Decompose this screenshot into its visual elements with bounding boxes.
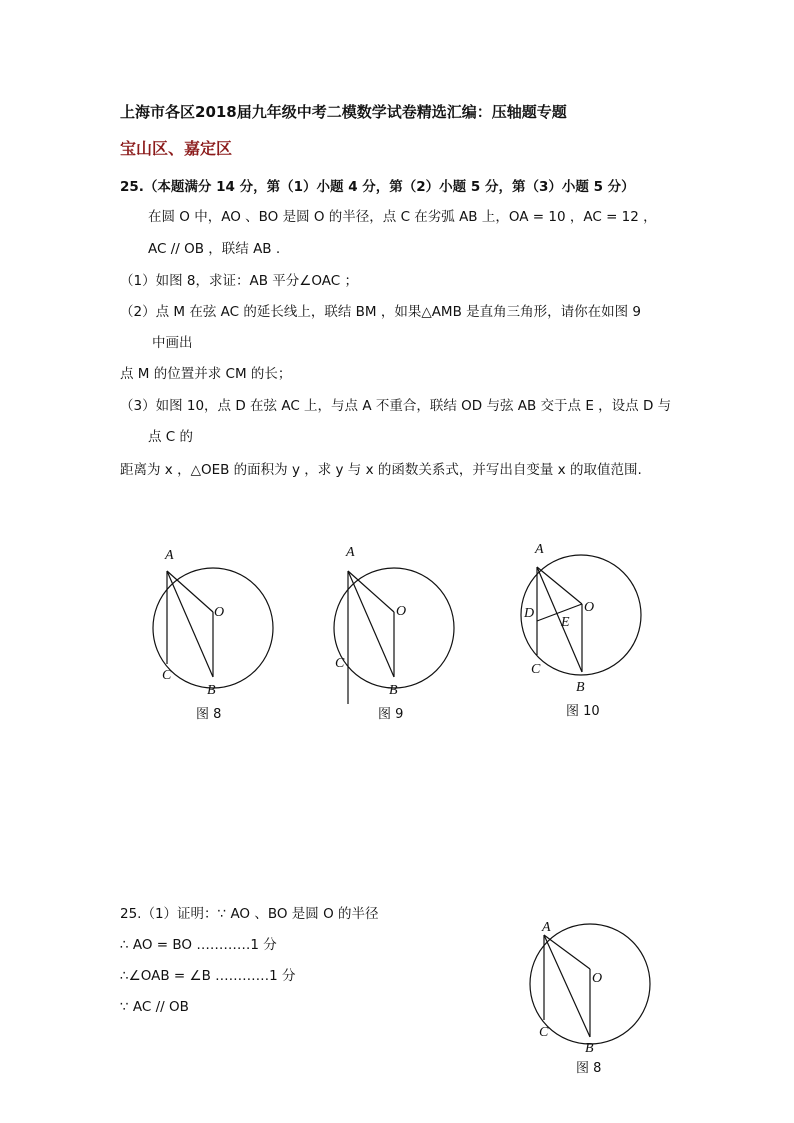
section-heading: 宝山区、嘉定区	[120, 139, 233, 158]
solution-line-2: ∴ AO = BO …………1 分	[120, 937, 277, 953]
fig8-segment-ao	[167, 571, 213, 612]
part-2-line-2: 中画出	[152, 335, 193, 351]
fig9-segment-ab	[348, 571, 394, 677]
solution-line-3: ∴∠OAB = ∠B …………1 分	[120, 968, 296, 984]
fig8-caption: 图 8	[196, 707, 222, 722]
fig8b-segment-ao	[544, 935, 590, 969]
fig8b-caption: 图 8	[576, 1061, 602, 1076]
part-3-line-1: （3）如图 10，点 D 在弦 AC 上，与点 A 不重合，联结 OD 与弦 AB 交于点 E ，设点 D 与	[120, 398, 672, 414]
fig9-label-c: C	[335, 656, 345, 671]
fig10-segment-ab	[537, 567, 582, 672]
question-header: 25.（本题满分 14 分，第（1）小题 4 分，第（2）小题 5 分，第（3）小题 5 分）	[120, 179, 635, 195]
fig10-segment-ao	[537, 567, 582, 604]
question-line-2: AC // OB ，联结 AB .	[148, 241, 281, 257]
fig9-label-o: O	[396, 604, 407, 619]
fig10-label-d: D	[524, 606, 535, 621]
fig9-label-a: A	[346, 545, 355, 560]
part-3-line-2: 点 C 的	[148, 429, 194, 445]
solution-line-1: 25.（1）证明：∵ AO 、BO 是圆 O 的半径	[120, 906, 379, 922]
fig8-segment-ab	[167, 571, 213, 677]
fig9-label-b: B	[389, 683, 398, 698]
fig8b-label-o: O	[592, 971, 603, 986]
part-1: （1）如图 8，求证：AB 平分∠OAC ；	[120, 273, 358, 289]
fig8-label-c: C	[162, 668, 172, 683]
part-2-line-1: （2）点 M 在弦 AC 的延长线上，联结 BM ，如果△AMB 是直角三角形，请你在如图 9	[120, 304, 642, 320]
fig8-label-b: B	[207, 683, 216, 698]
fig8b-segment-ab	[544, 935, 590, 1037]
part-2-line-3: 点 M 的位置并求 CM 的长；	[120, 366, 292, 382]
fig10-caption: 图 10	[566, 704, 600, 719]
question-line-1: 在圆 O 中，AO 、BO 是圆 O 的半径，点 C 在劣弧 AB 上，OA = 10 ，AC = 12 ，	[148, 209, 657, 225]
fig9-segment-ao	[348, 571, 394, 612]
figure-10	[521, 555, 641, 675]
fig10-label-o: O	[584, 600, 595, 615]
fig8-label-a: A	[165, 548, 174, 563]
fig10-label-c: C	[531, 662, 541, 677]
fig8b-label-b: B	[585, 1041, 594, 1056]
fig9-caption: 图 9	[378, 707, 404, 722]
fig10-label-b: B	[576, 680, 585, 695]
fig10-label-a: A	[535, 542, 544, 557]
fig8-label-o: O	[214, 605, 225, 620]
part-3-line-3: 距离为 x ，△OEB 的面积为 y ，求 y 与 x 的函数关系式，并写出自变量 x 的取值范围.	[120, 462, 642, 478]
fig10-label-e: E	[561, 615, 570, 630]
fig8b-label-a: A	[542, 920, 551, 935]
solution-line-4: ∵ AC // OB	[120, 999, 189, 1015]
fig8b-label-c: C	[539, 1025, 549, 1040]
doc-title: 上海市各区2018届九年级中考二模数学试卷精选汇编：压轴题专题	[120, 103, 567, 121]
